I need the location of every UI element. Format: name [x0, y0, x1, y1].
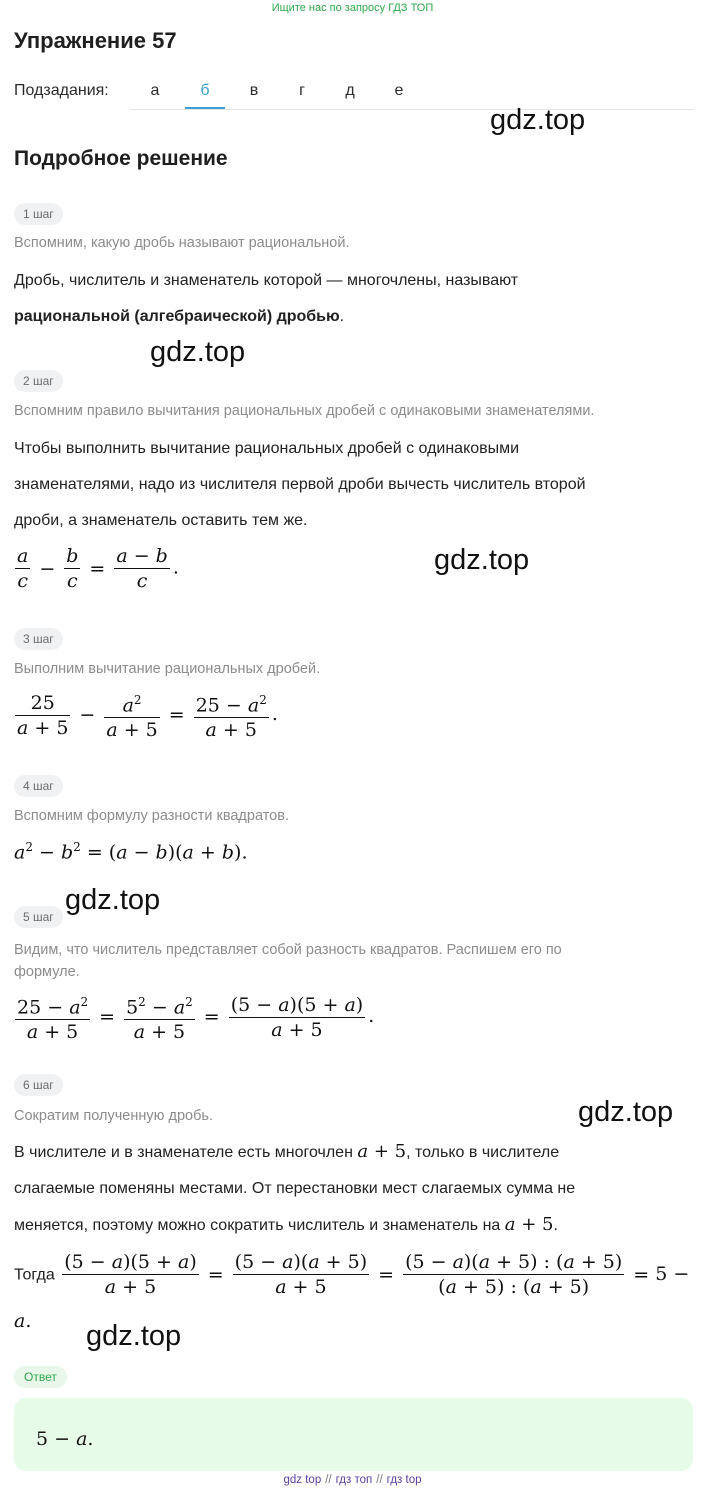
formula-continuation: a. — [14, 1310, 32, 1332]
formula-step6 — [14, 1250, 689, 1299]
section-title: Подробное решение — [14, 147, 228, 170]
text-line — [14, 1134, 694, 1171]
tab-a[interactable]: а — [150, 82, 160, 99]
bold-term: рациональной (алгебраической) дробью — [14, 308, 340, 325]
page-title: Упражнение 57 — [14, 28, 177, 53]
tab-v[interactable]: в — [249, 82, 259, 99]
step-badge: 5 шаг — [14, 906, 63, 928]
watermark: gdz.top — [434, 544, 530, 576]
watermark: gdz.top — [150, 336, 246, 368]
step-badge: 3 шаг — [14, 628, 63, 650]
step-badge: 6 шаг — [14, 1074, 63, 1096]
hint-line: Видим, что числитель представляет собой разность квадратов. Распишем его по — [14, 942, 562, 958]
step6-math: $\frac{(5 - a)(5 + a)}{a + 5}$ = $\frac{(5 - a)(a + 5)}{a + 5}$ = $\frac{(5 - a)(a + 5) : (a + 5)}{(a + 5) : (a + 5)}$ = 5 − — [64, 1251, 690, 1298]
footer-separator: // — [325, 1474, 332, 1486]
inline-math: a + 5 — [504, 1214, 554, 1235]
text-line: знаменателями, надо из числителя первой дроби вычесть числитель второй — [14, 476, 586, 493]
formula-step3: $\frac{25}{a + 5}$ − $\frac{a^2}{a + 5}$ = $\frac{25 - a^2}{a + 5}$ . — [12, 688, 278, 742]
text-end: . — [339, 308, 345, 325]
tab-d[interactable]: д — [345, 82, 355, 99]
text-fragment: В числителе и в знаменателе есть многочлен — [14, 1144, 353, 1161]
answer-box — [14, 1398, 693, 1471]
step-badge: 4 шаг — [14, 775, 63, 797]
active-tab-indicator — [185, 107, 225, 109]
step-hint: Вспомним формулу разности квадратов. — [14, 808, 289, 824]
tab-g[interactable]: г — [299, 82, 305, 99]
text-line: слагаемые поменяны местами. От перестановки мест слагаемых сумма не — [14, 1180, 576, 1197]
formula-subtraction-rule: $\frac{a}{c}$ − $\frac{b}{c}$ = $\frac{a - b}{c}$ . — [17, 545, 179, 592]
watermark: gdz.top — [65, 884, 161, 916]
tab-e[interactable]: е — [394, 82, 404, 99]
footer-link[interactable]: гдз топ — [335, 1474, 373, 1486]
step-badge: 2 шаг — [14, 370, 63, 392]
text-line: Чтобы выполнить вычитание рациональных дробей с одинаковыми — [14, 440, 520, 457]
watermark: gdz.top — [86, 1320, 182, 1352]
footer-link[interactable]: гдз top — [386, 1474, 422, 1486]
then-word: Тогда — [14, 1266, 55, 1284]
subtasks-label: Подзадания: — [14, 82, 109, 99]
tabs-divider — [130, 109, 694, 110]
footer-links — [0, 1474, 705, 1486]
text-line: меняется, поэтому можно сократить числитель и знаменатель на a + 5. — [14, 1214, 558, 1235]
formula-step5: $\frac{25 - a^2}{a + 5}$ = $\frac{5^2 - a^2}{a + 5}$ = $\frac{(5 - a)(5 + a)}{a + 5}$ . — [12, 990, 374, 1044]
search-banner: Ищите нас по запросу ГДЗ ТОП — [271, 2, 434, 14]
step-text — [14, 431, 694, 539]
inline-math: a + 5 — [357, 1141, 407, 1162]
step-text — [14, 263, 694, 335]
text-line: Дробь, числитель и знаменатель которой — многочлены, называют — [14, 272, 519, 289]
watermark: gdz.top — [578, 1096, 674, 1128]
text-fragment: , только в числителе — [406, 1144, 560, 1161]
answer-badge: Ответ — [14, 1366, 67, 1388]
step-hint — [14, 939, 694, 983]
step-hint: Сократим полученную дробь. — [14, 1108, 213, 1124]
text-fragment: меняется, поэтому можно сократить числитель и знаменатель на — [14, 1217, 501, 1234]
footer-link[interactable]: gdz top — [283, 1474, 322, 1486]
step-text — [14, 1134, 694, 1244]
tab-b[interactable]: б — [200, 82, 210, 99]
step-hint: Выполним вычитание рациональных дробей. — [14, 661, 321, 677]
text-line: дроби, а знаменатель оставить тем же. — [14, 512, 308, 529]
step-hint: Вспомним правило вычитания рациональных дробей с одинаковыми знаменателями. — [14, 403, 595, 419]
hint-line: формуле. — [14, 964, 80, 980]
footer-separator: // — [376, 1474, 383, 1486]
step-hint: Вспомним, какую дробь называют рациональной. — [14, 235, 350, 251]
watermark: gdz.top — [490, 104, 586, 136]
text-line — [14, 299, 694, 335]
answer-value: 5 − a. — [36, 1428, 94, 1450]
step-badge: 1 шаг — [14, 203, 63, 225]
formula-difference-of-squares: $a^2 - b^2 = (a - b)(a + b)$. — [14, 840, 248, 864]
